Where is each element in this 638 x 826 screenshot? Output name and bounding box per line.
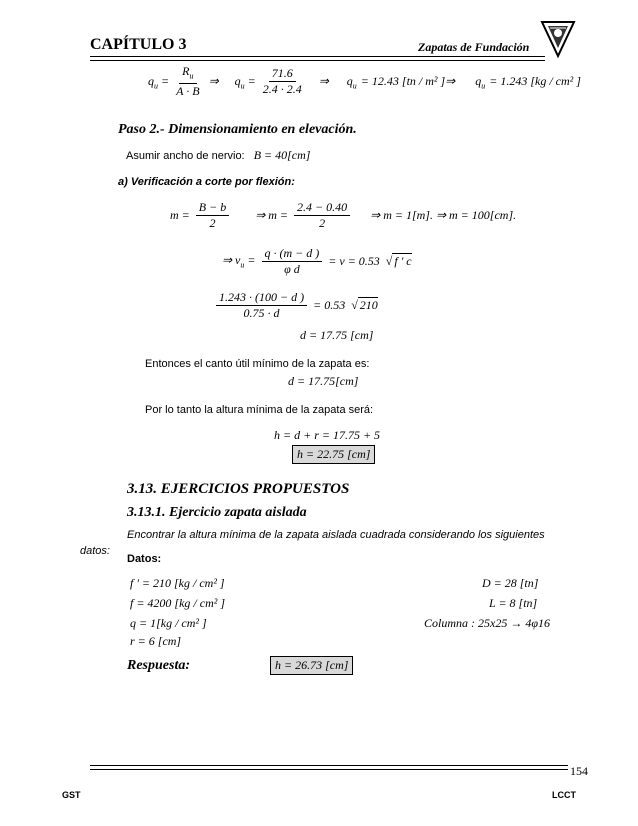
assume-text: Asumir ancho de nervio: B = 40[cm] <box>126 148 311 162</box>
altura-boxed-result: h = 22.75 [cm] <box>292 445 375 464</box>
equation-qu: $q_u$ = $\frac{R_u}{A \cdot B}$ ⇒ $q_u$ = $\frac{71.6}{2.4 \cdot 2.4}$ ⇒ $q_u$ = 12.43 [tn / m² ]⇒ $q_u$ = 1.243 [kg / cm² ] <box>148 64 581 99</box>
dato-columna: Columna : 25x25 → 4φ16 <box>424 616 550 630</box>
equation-vu: ⇒ $v_u$ = $\frac{q \cdot (m - d )}{\text{φ d}}$ = v = 0.53 √ f ' c <box>222 246 412 276</box>
chapter-title: CAPÍTULO 3 <box>90 36 187 53</box>
respuesta-label: Respuesta: <box>127 658 190 673</box>
footer-rule <box>90 765 568 770</box>
respuesta-value: h = 26.73 [cm] <box>270 656 353 675</box>
datos-label: Datos: <box>127 553 162 565</box>
statement-tail: datos: <box>80 545 110 557</box>
s313-title: 3.13. EJERCICIOS PROPUESTOS <box>127 481 350 497</box>
footer-left: GST <box>62 790 81 800</box>
s3131-title: 3.13.1. Ejercicio zapata aislada <box>127 505 307 520</box>
statement-text: Encontrar la altura mínima de la zapata aislada cuadrada considerando los siguientes <box>127 529 545 541</box>
dato-r: r = 6 [cm] <box>130 634 182 648</box>
canto-eq: d = 17.75[cm] <box>288 374 359 388</box>
equation-dmin: $\frac{1.243 \cdot (100 - d )}{0.75 \cdot d}$ = 0.53 √ 210 <box>216 290 378 321</box>
section-title: Zapatas de Fundación <box>418 40 530 54</box>
dato-L: L = 8 [tn] <box>489 596 538 610</box>
section-a-title: a) Verificación a corte por flexión: <box>118 176 295 188</box>
page-number: 154 <box>570 764 588 778</box>
footer-right: LCCT <box>552 790 576 800</box>
dmin-result: d = 17.75 [cm] <box>300 328 374 342</box>
paso2-title: Paso 2.- Dimensionamiento en elevación. <box>118 122 357 137</box>
equation-m: m = $\frac{B - b}{2}$ ⇒ m = $\frac{2.4 - 0.40}{2}$ ⇒ m = 1[m]. ⇒ m = 100[cm]. <box>170 200 517 230</box>
altura-text: Por lo tanto la altura mínima de la zapata será: <box>145 404 374 416</box>
dato-fc: f ' = 210 [kg / cm² ] <box>130 576 225 590</box>
dato-qa: q = 1[kg / cm² ] <box>130 616 207 630</box>
dato-D: D = 28 [tn] <box>482 576 539 590</box>
altura-eq: h = d + r = 17.75 + 5 <box>274 428 381 442</box>
logo-icon <box>540 18 576 63</box>
header-rule <box>90 56 545 61</box>
canto-text: Entonces el canto útil mínimo de la zapata es: <box>145 358 370 370</box>
dato-fy: f = 4200 [kg / cm² ] <box>130 596 226 610</box>
